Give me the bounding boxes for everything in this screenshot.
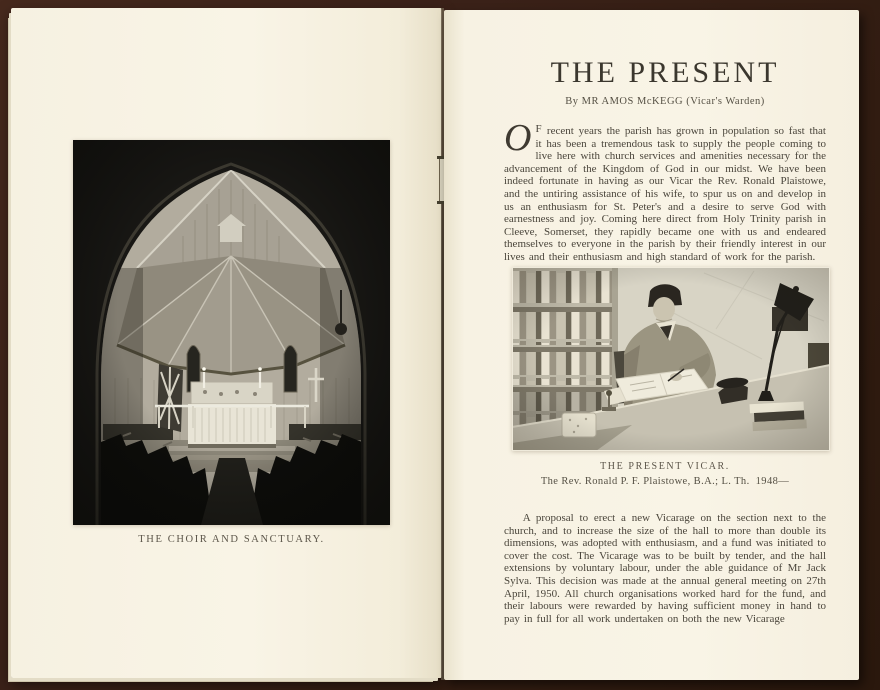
lead-capital: F bbox=[535, 123, 543, 135]
page-title: THE PRESENT bbox=[550, 56, 780, 89]
vicar-photo-caption-title: THE PRESENT VICAR. bbox=[600, 461, 730, 472]
church-interior-illustration bbox=[73, 140, 390, 525]
choir-and-sanctuary-photo bbox=[73, 140, 390, 525]
left-photo-caption: THE CHOIR AND SANCTUARY. bbox=[138, 534, 325, 545]
drop-cap: O bbox=[504, 117, 532, 159]
vicar-at-desk-illustration bbox=[512, 267, 830, 451]
present-vicar-photo bbox=[512, 267, 830, 451]
left-page bbox=[11, 8, 442, 678]
byline: By MR AMOS McKEGG (Vicar's Warden) bbox=[565, 96, 765, 107]
paragraph-1 bbox=[504, 117, 826, 264]
paragraph-1-text: recent years the parish has grown in population so fast that it has been a tremendous task to supply the people coming to live here with church services and amenities necessary for the advancement of the Kingdom of God in our midst. We have been indeed fortunate in having as our Vicar the Rev. Ronald Plaistowe, and the untiring assistance of his wife, to spur us on and develop in us an enthusiasm for St. Peter's and a desire to serve God with earnestness and joy. Coming here direct from Holy Trinity parish in Cleeve, Somerset, they rapidly became one with us and endeared themselves to everyone in the parish by their friendly interest in our lives and their enthusiasm and high standard of work for the parish. bbox=[504, 125, 826, 263]
vicar-photo-caption-subtitle: The Rev. Ronald P. F. Plaistowe, B.A.; L. Th. 1948— bbox=[540, 476, 790, 487]
paragraph-2: A proposal to erect a new Vicarage on the section next to the church, and to increase the size of the hall to more than double its dimensions, was adopted with enthusiasm, and a fund was initiated to cover the cost. The Vicarage was to be built by tender, and the hall extensions by voluntary labour, under the able guidance of Mr Jack Sylva. This decision was made at the annual general meeting on 27th April, 1950. All church organisations worked hard for the fund, and their labours were rewarded by having sufficient money in hand to pay in full for all work undertaken on both the new Vicarage bbox=[504, 512, 826, 625]
right-page bbox=[444, 10, 859, 680]
